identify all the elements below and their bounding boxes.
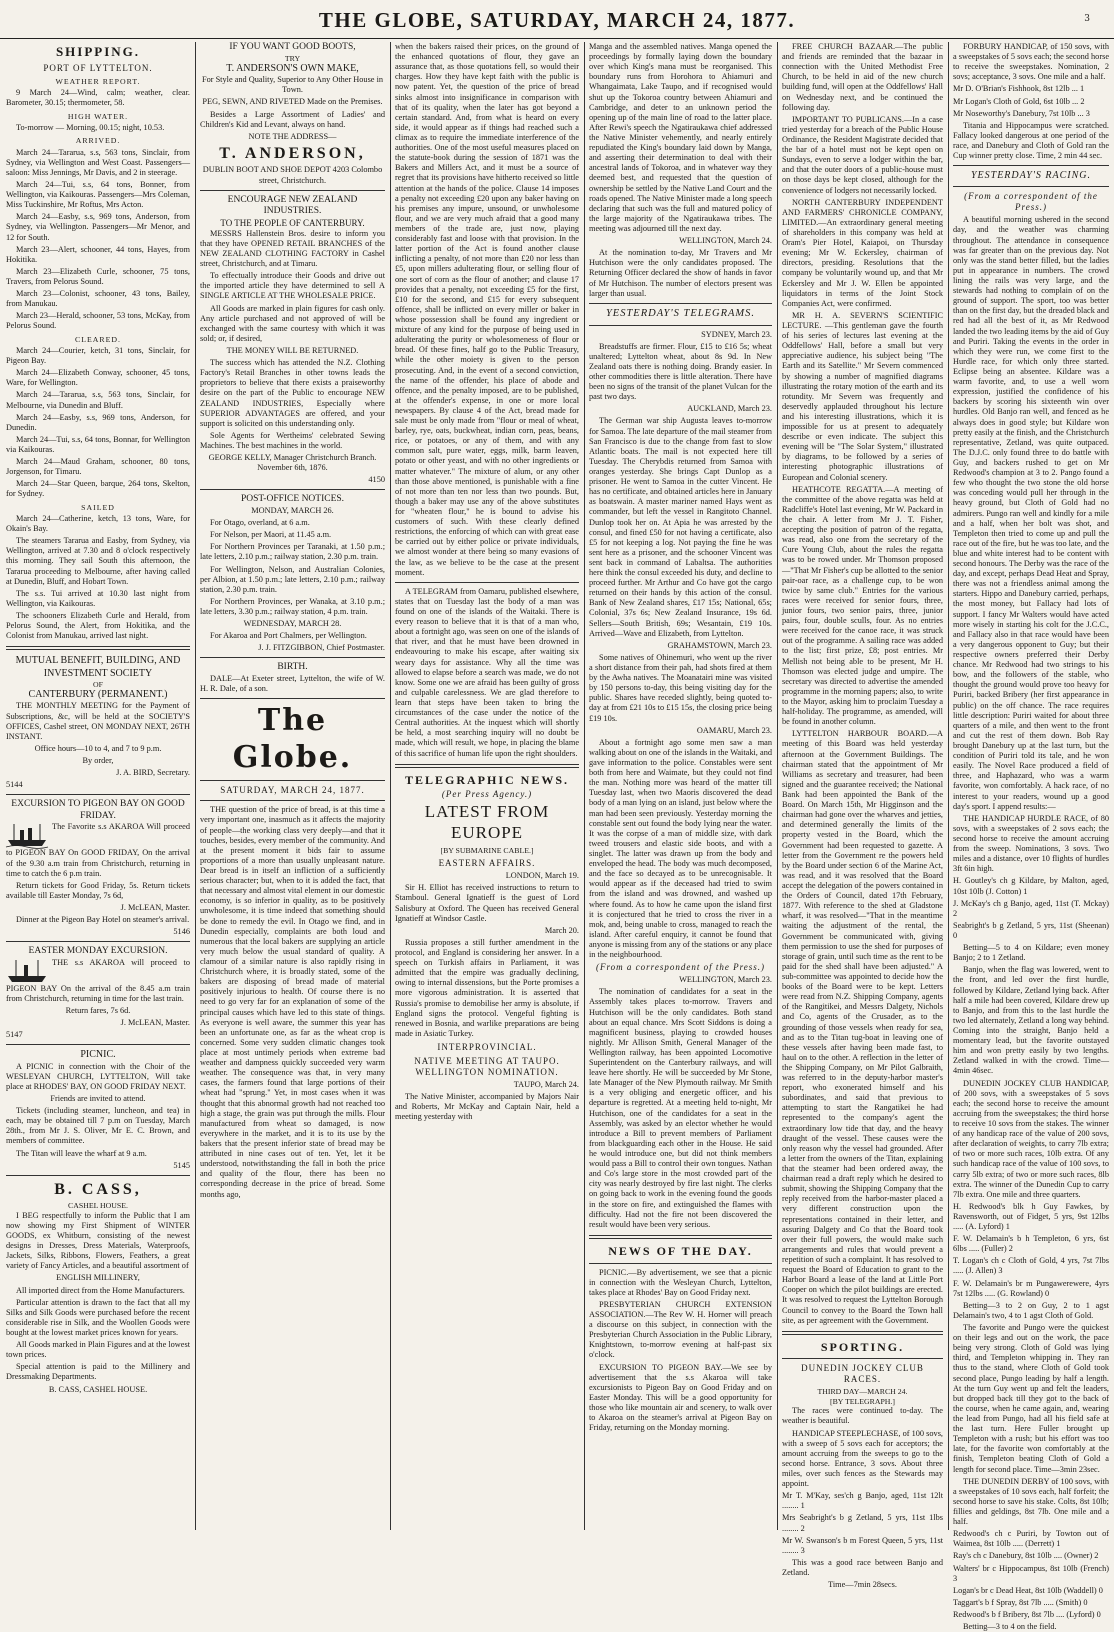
news-of-the-day-heading: NEWS OF THE DAY. [608, 1243, 753, 1258]
arrived-item: March 24—Tui, s.s, 64 tons, Bonner, from Wellington, via Kaikouras. Passengers—Mrs Coleman, Miss Tuckinshire, Mr Roftus, Mrs Acton. [6, 179, 190, 210]
steamer-icon [6, 958, 48, 984]
column-3 [395, 42, 579, 1530]
dateline: GRAHAMSTOWN, March 23. [667, 640, 772, 650]
leader-article: THE question of the price of bread, is at this time a very important one, inasmuch as it affects the majority of people—the working class very deeply—and that it touches, besides, every member of the community. And at the present moment it bids fair to assume proportions of a more than usually unpleasant nature. Dear bread is in itself an infliction of a sufficiently serious character; but, when to it is added the fact, that that necessary and almost vital element in our domestic economy, is so inferior in quality, as to be positively unwholesome, it is time indeed that something should be done to remedy the evil. In Otago we find, and in Dunedin especially, complaints are both loud and numerous that the local bakers are supplying an article very much below the usual standard of quality. A clamour of a similar nature is also rapidly rising in Christchurch where, it is broadly stated, some of the bakers are disposing of bread made of material positively injurious to health. Of course there is no need to go very far for an explanation of some of the principal causes which have led to this state of things. As everyone is well aware, the summer this year has been an unfortunate one, as far as the wheat crop is concerned. Some very sudden climatic changes took place at most untimely periods when extreme bad weather and dampness quickly succeeded very warm weather. The consequence was that, in very many cases, the farmers found that large portions of their wheat had "sprung." Yet, in most cases when it was thought that this abnormal growth had not reached too high a stage, the grain was put through the mills. Flour manufactured from wheat so damaged, is now everywhere in the market, and it is to its use by the bakers that the present inferior state of bread may be attributed in nine cases out of ten. Yet, let it be understood, notwithstanding the fall in both the price and quality of the flour, there has been no corresponding decrease in the price of bread. Some months ago, [200, 805, 385, 1199]
news-item: MR H. A. SEVERN'S SCIENTIFIC LECTURE. —This gentleman gave the fourth of his series of lectures last evening at the Oddfellows' Hall, before a small but very appreciative audience, his subject being "The Earth and its Satellite." Mr Severn commenced by showing a number of magnified diagrams illustrating the rotary motion of the earth and its rotundity. Mr Severn was frequently and deservedly applauded throughout his lecture and his interesting illustrations, which it is impossible for us at present to adequately describe or even indicate. The subject this evening will be "The Solar System," illustrated by diagrams, to be followed by a series of interesting photographic illustrations of European and Colonial scenery. [782, 310, 943, 482]
birth-body: DALE—At Exeter street, Lyttelton, the wife of W. H. R. Dale, of a son. [200, 673, 385, 694]
high-water-text: To-morrow — Morning, 00.15; night, 10.53. [16, 123, 165, 133]
easter-text: THE s.s AKAROA will proceed to PIGEON BAY On the arrival of the 8.45 a.m train from Christchurch, returning in time for the last train. [6, 957, 190, 1004]
result-line: Ray's ch c Danebury, 8st 10lb .... (Owner) 2 [953, 1551, 1099, 1561]
hurdle-description: THE HANDICAP HURDLE RACE, of 80 sovs, with a sweepstakes of 2 sovs each; the second horse to receive the amount accruing from the sweep. Nominations, 3 sovs. Two miles and a distance, over 10 flights of hurdles 3ft 6in high. [953, 813, 1109, 874]
dateline: March 20. [544, 925, 579, 935]
column-5 [782, 42, 943, 1590]
arrived-item: March 24—Easby, s.s, 969 tons, Anderson, from Sydney, via Wellington. Passengers—Mr Menor, and 12 for South. [6, 212, 190, 242]
racing-correspondent: (From a correspondent of the Press.) [964, 191, 1098, 213]
excursion-text: The Favorite s.s AKAROA Will proceed to PIGEON BAY On GOOD FRIDAY, On the arrival of the 9.30 a.m train from Christchurch, returning in time to catch the 6 p.m train. [6, 822, 190, 878]
cleared-heading: CLEARED. [75, 334, 121, 344]
result-line: Seabright's b g Zetland, 5 yrs, 11st (Sheenan) 0 [953, 920, 1109, 940]
sailed-heading: SAILED [81, 502, 115, 512]
steeple-note: This was a good race between Banjo and Zetland. [782, 1557, 943, 1577]
divider [6, 1175, 190, 1176]
latest-from-europe: LATEST FROM EUROPE [424, 802, 550, 842]
forbury-description: FORBURY HANDICAP, of 150 sovs, with a sweepstakes of 5 sovs each; the second horse to receive the sweepstakes. Nomination, 2 sovs; acceptance, 3 sovs. One mile and a half. [953, 42, 1109, 82]
post-item: For Akaroa and Port Chalmers, per Wellington. [210, 631, 367, 641]
excursion-signature: J. McLEAN, Master. [120, 903, 190, 912]
sailed-item: The schooners Elizabeth Curle and Herald, from Pelorus Sound, the Alert, from Hokitika, and the Colonist from Manukau, arrived last night. [6, 611, 190, 641]
divider [6, 941, 190, 942]
divider [953, 186, 1109, 187]
post-item: MONDAY, MARCH 26. [251, 505, 334, 515]
submarine-cable: [BY SUBMARINE CABLE.] [440, 845, 534, 855]
picnic-heading: PICNIC. [80, 1049, 116, 1061]
divider [589, 325, 772, 326]
mutual-heading: MUTUAL BENEFIT, BUILDING, AND INVESTMENT SOCIETY [15, 655, 181, 679]
divider [782, 1358, 943, 1359]
third-day: THIRD DAY—MARCH 24. [817, 1387, 908, 1397]
excursion-tickets: Return tickets for Good Friday, 5s. Return tickets available till Easter Monday, 7s 6d, [6, 880, 190, 900]
easter-heading: EASTER MONDAY EXCURSION. [28, 946, 168, 957]
divider [6, 1044, 190, 1045]
cass-signature: B. CASS, CASHEL HOUSE. [48, 1384, 148, 1394]
result-line: Mr Noseworthy's Danebury, 7st 10lb ... 3 [953, 108, 1090, 118]
result-line: H. Redwood's blk h Guy Fawkes, by Ravensworth, out of Fidget, 5 yrs, 9st 12lbs ..... (A. Lyford) 1 [953, 1201, 1109, 1232]
date-line: SATURDAY, MARCH 24, 1877. [220, 785, 365, 796]
divider [200, 780, 385, 781]
arrived-item: March 23—Colonist, schooner, 43 tons, Bailey, from Manukau. [6, 289, 190, 309]
post-item: For Wellington, Nelson, and Australian Colonies, per Albion, at 1.50 p.m.; late letters, 2.10 p.m.; railway station, 2.30 p.m. train. [200, 564, 385, 594]
steamer-icon [6, 822, 48, 848]
mutual-place: CANTERBURY (PERMANENT.) [28, 689, 168, 701]
post-item: For Otago, overland, at 6 a.m. [210, 518, 310, 528]
cass-heading: B. CASS, [54, 1180, 142, 1198]
picnic-body: A PICNIC in connection with the Choir of the WESLEYAN CHURCH, LYTTELTON, Will take place at RHODES' BAY, ON GOOD FRIDAY NEXT. [6, 1061, 190, 1091]
picnic-invite: Friends are invited to attend. [50, 1093, 146, 1103]
column-6 [953, 42, 1109, 1632]
encourage-body: MESSRS Hallenstein Bros. desire to inform you that they have OPENED RETAIL BRANCHES of the NEW ZEALAND CLOTHING FACTORY in Cashel street, Christchurch, and at Timaru. [200, 228, 385, 269]
encourage-signature: GEORGE KELLY, Manager Christchurch Branch. November 6th, 1876. [208, 453, 377, 473]
arrived-item: March 24—Tararua, s.s, 563 tons, Sinclair, from Sydney, via Wellington and West Coast. Passengers—saloon: Miss Jennings, Mr Davis, and 2 in steerage. [6, 147, 190, 177]
weather-text: 9 March 24—Wind, calm; weather, clear. Barometer, 30.15; thermometer, 58. [6, 88, 190, 108]
derby-betting: Betting—3 to 4 on the field. [963, 1622, 1057, 1632]
wellington-body: At the nomination to-day, Mr Travers and Mr Hutchison were the only candidates proposed. The Returning Officer declared the show of hands in favor of Mr Hutchison. The number of electors present was larger than usual. [589, 248, 772, 298]
news-item: IMPORTANT TO PUBLICANS.—In a case tried yesterday for a breach of the Public House Ordinance, the Resident Magistrate decided that the bar of a hotel must not be kept open on Sundays, even to serve a lodger within the bar, and that the outer doors of a public-house must on those days be kept closed, although for the convenience of lodgers not necessarily locked. [782, 114, 943, 195]
native-body-continued: Manga and the assembled natives. Manga opened the proceedings by formally laying down the boundary over which King's mana must be reorganised. This boundary runs from Horohora to Ahiamuri and Whangaimata, Lake Taupo, and if recognised would shut up the Tokoroa country between Ahiamuri and Cambridge, and deter to an unknown period the opening up of the main line of road to the latter place. After Rewi's speech the Ngatiraukawa chief addressed the Native Minister vehemently, and nearly entirely repudiated the King's boundary laid down by Manga, and asserting their determination to deal with their ancestral lands of Tokoroa, and in whatever way they deemed best, and requested that the question of ownership be settled by the Native Land Court and the roads opened. The Native Minister made a long speech declaring that such was the full and matured policy of the large majority of the Ngatiraukawa tribes. The meeting was adjourned till the next day. [589, 42, 772, 233]
arrived-item: March 23—Elizabeth Curle, schooner, 75 tons, Travers, from Pelorus Sound. [6, 266, 190, 286]
excursion-dinner: Dinner at the Pigeon Bay Hotel on steamer's arrival. [16, 915, 190, 925]
dateline: LONDON, March 19. [505, 871, 579, 881]
cup-description: DUNEDIN JOCKEY CLUB HANDICAP, of 200 sovs, with a sweepstakes of 5 sovs each; the second horse to receive the amount accruing from the sweepstakes; the third horse to receive 10 sovs from the stakes. The winner of any handicap race of the value of 200 sovs, after declaration of weights, to carry 7lb extra; of two or more such races, 10lb extra. Of any such handicap race of the value of 100 sovs, to carry 5lb extra; of two or more such races, 8lb extra. The winner of the Dunedin Cup to carry 7lb extra. One mile and three quarters. [953, 1078, 1109, 1199]
divider [200, 698, 385, 699]
news-item: LYTTELTON HARBOUR BOARD.—A meeting of this Board was held yesterday afternoon at the Government Buildings. The chairman stated that the appointment of Mr Williams as secretary and treasurer, had been signed and the guarantee received; the National Bank had been appointed the Bank of the Board. On March 15th, Mr Higginson and the chairman had gone over the wharves and jetties, and determined generally the limits of the property vested in the Board, which the Government had been requested to gazette. A letter from the Government re the powers held by the Board under section 6 of the Marine Act, was read, and it was resolved that the Board accept the delegation of the powers contained in the Orders of Council, dated 17th February, 1877. With reference to the shed at Gladstone wharf, it was resolved—"That in the meantime waiting the adjustment of the rental, the Government be communicated with, giving them permission to use the shed for purposes of storage of grain, until such time as the rent to be paid for the shed shall have been adjusted." A sub-committee was appointed to decide how the books of the Board were to be kept. Letters were read from N.Z. Shipping Company, agents of the Rangitikei, and Messrs Dalgety, Nichols and Co, agents of the Crusader, as to the grounding of those vessels when ready for sea, and as to the Titan tug-boat in leaving one of these vessels after having been made fast, to haul on to the other. A reflection in the letter of the Shipping Company, on Mr Pilot Galbraith, was referred to in the deputy-harbor master's report, who exonerated himself and his subordinates, and said that previous to attempting to start the Rangatikei he had represented to the company's agent the extraordinary low tide that day, and the heavy draught of the vessel. These causes were the only reason why the vessel had grounded. After a letter from the owners of the Titan, explaining that the steamer had been ordered away, the chairman read a draft reply which he desired to submit, showing the Shipping Company that the reply received from the harbor-master placed a very different construction upon the representations contained in their letter, and assuring Dalgety and Co that the Board took over their full powers, the would make such arrangements and rules that would prevent a repetition of such a complaint. It has resolved to request the Board of Education to grant to the Harbor Board a lease of the land at Little Port Cooper on which the pilot buildings are erected. It was resolved to request the Lyttelton Borough Council to convey to the Board the Town hall site, as per agreement with the Government. [782, 729, 943, 1325]
boots-pegged: PEG, SEWN, AND RIVETED Made on the Premises. [202, 97, 383, 107]
boots-body: Besides a Large Assortment of Ladies' and Children's Kid and Levant, always on hand. [200, 109, 385, 129]
encourage-heading: ENCOURAGE NEW ZEALAND INDUSTRIES. [227, 194, 358, 217]
result-line: Mr Logan's Cloth of Gold, 6st 10lb ... 2 [953, 96, 1085, 106]
result-line: F. W. Delamain's br m Pungawerewere, 4yrs 7st 12lbs ..... (G. Rowland) 0 [953, 1278, 1109, 1298]
ad-number: 4150 [368, 475, 385, 485]
sailed-item: The s.s. Tui arrived at 10.30 last night from Wellington, via Kaikouras. [6, 588, 190, 608]
masthead [0, 0, 1114, 39]
telegraphic-heading: TELEGRAPHIC NEWS. [404, 772, 570, 787]
result-line: Logan's br c Dead Heat, 8st 10lb (Waddell) 0 [953, 1585, 1103, 1595]
ad-number: 5145 [173, 1160, 190, 1170]
result-line: F. W. Delamain's b h Templeton, 6 yrs, 6st 6lbs ..... (Fuller) 2 [953, 1234, 1109, 1254]
cleared-item: March 24—Maud Graham, schooner, 80 tons, Jorgenson, for Timaru. [6, 457, 190, 477]
steeple-time: Time—7min 28secs. [828, 1580, 897, 1590]
post-item: For Northern Provinces, per Wanaka, at 3.10 p.m.; late letters, 3.30 p.m.; railway station, 4 p.m. train. [200, 596, 385, 616]
hurdle-body: Banjo, when the flag was lowered, went to the front, and led over the first hurdle, followed by Kildare, Zetland lying back. After half a mile had been covered, Kildare drew up to Banjo, and from this to the last hurdle the two led alternately, Zetland a long way behind. Coming into the straight, Banjo held a momentary lead, but the favorite outstayed him and won pretty easily by two lengths. Zetland walked in with the crowd. Time—4min 46sec. [953, 965, 1109, 1076]
result-line: Mrs Seabright's b g Zetland, 5 yrs, 11st 1lbs ........ 2 [782, 1513, 943, 1533]
encourage-body: All Goods are marked in plain figures for cash only. Any article purchased and not approved of will be exchanged with the same courtesy with which it was sold; or, if desired, [200, 303, 385, 343]
sydney-body: Breadstuffs are firmer. Flour, £15 to £16 5s; wheat unaltered; Lyttelton wheat, about 8s 9d. In New Zealand oats there is nothing doing. Brandy easier. In other commodities there is little alteration. There have been no signs of the transit of the planet Vulcan for the past two days. [589, 341, 772, 402]
easter-signature: J. McLEAN, Master. [120, 1018, 190, 1028]
derby-description: THE DUNEDIN DERBY of 100 sovs, with a sweepstakes of 10 sovs each, half forfeit; the second horse to save his stake. Colts, 8st 10lb; fillies and geldings, 8st 7lb. One mile and a half. [953, 1476, 1109, 1527]
encourage-body: To effectually introduce their Goods and drive out the imported article they have determined to sell A SINGLE ARTICLE AT THE WHOLESALE PRICE. [200, 271, 385, 301]
result-line: H. Goutley's ch g Kildare, by Malton, aged, 10st 10lb (J. Cotton) 1 [953, 876, 1109, 896]
cass-body: Special attention is paid to the Millinery and Dressmaking Departments. [6, 1362, 190, 1382]
result-line: T. Logan's ch c Cloth of Gold, 4 yrs, 7st 7lbs ..... (J. Allen) 3 [953, 1256, 1109, 1276]
divider [200, 190, 385, 191]
ad-number: 5144 [6, 780, 23, 790]
result-line: J. McKay's ch g Banjo, aged, 11st (T. Mckay) 2 [953, 898, 1109, 918]
news-item: PRESBYTERIAN CHURCH EXTENSION ASSOCIATION.—The Rev W. H. Horner will preach a discourse on this subject, in connection with the Presbyterian Church Association in the Public Library, Knightstown, to-morrow evening at half-past six o'clock. [589, 1299, 772, 1360]
boots-body: For Style and Quality, Superior to Any Other House in Town. [201, 75, 384, 95]
by-telegraph: [BY TELEGRAPH.] [830, 1396, 895, 1406]
cass-subheading: CASHEL HOUSE. [68, 1201, 128, 1211]
arrived-item: March 23—Alert, schooner, 44 tons, Hayes, from Hokitika. [6, 244, 190, 264]
ad-number: 5146 [173, 927, 190, 937]
cass-body: Particular attention is drawn to the fact that all my Silks and Silk Goods were purchased before the recent considerable rise in Silk, and the Woollen Goods were bought at the lowest market prices known for years. [6, 1297, 190, 1337]
boots-heading: IF YOU WANT GOOD BOOTS, [229, 42, 356, 52]
sailed-item: March 24—Catherine, ketch, 13 tons, Ware, for Okain's Bay. [6, 514, 190, 534]
auckland-body: The German war ship Augusta leaves to-morrow for Samoa. The late departure of the mail steamer from San Francisco is due to the change from fast to slow Atlantic boats. The mail is not expected here till Tuesday. The Cherybdis returned from Samoa with oranges yesterday. She brings Capt Dunlop as a prisoner. He went to Samoa in the cutter Vincent. He has no certificate, and obtained articles here in January as boatswain. A master mariner named Hays went as commander, but left the vessel in Rangitoto Channel. Dunlop took her on. At Apia he was arrested by the consul, and fined £50 for not having a certificate, also £5 for not keeping a log. Not paying the fine he was sent here as a prisoner, and the schooner Vincent was sent back in command of Labaltsa. The authorities here think the consul exceeded his duty, and decline to proceed further. Mr Arthur and Co have got the cargo returned on their hands by this action of the consul. Bank of New Zealand shares, £17 15s; National, 65s; Colonial, 37s 6s; New Zealand Insurance, 19s 6d. Sellers—South British, 69s; Wesantain, £19 10s. Arrived—Wave and Elizabeth, from Lyttelton. [589, 416, 772, 638]
cleared-item: March 24—Elizabeth Conway, schooner, 45 tons, Ware, for Wellington. [6, 368, 190, 388]
ad-number: 5147 [6, 1030, 23, 1040]
eastern-heading: EASTERN AFFAIRS. [438, 858, 536, 869]
result-line: Mr W. Swanson's b m Forest Queen, 5 yrs, 11st ........ 3 [782, 1535, 943, 1555]
column-rule [948, 42, 949, 1530]
interprovincial-heading: INTERPROVINCIAL. [437, 1041, 537, 1052]
column-rule [584, 42, 585, 1530]
boots-address: DUBLIN BOOT AND SHOE DEPOT 4203 Colombo street, Christchurch. [202, 165, 383, 185]
divider [589, 1235, 772, 1239]
encourage-to: TO THE PEOPLE OF CANTERBURY. [220, 217, 365, 228]
column-rule [195, 42, 196, 1530]
yesterday-telegrams-heading: YESTERDAY'S TELEGRAMS. [605, 307, 756, 319]
divider [953, 165, 1109, 166]
dateline: AUCKLAND, March 23. [687, 404, 772, 414]
dateline: TAUPO, March 24. [513, 1079, 579, 1089]
native-body: The Native Minister, accompanied by Majors Nair and Roberts, Mr McKay and Captain Nair, held a meeting yesterday with [395, 1091, 579, 1122]
boots-try: TRY [284, 53, 301, 63]
divider [589, 1263, 772, 1264]
globe-title: The Globe. [232, 703, 353, 775]
result-line: Redwood's ch c Puriri, by Towton out of Waimea, 8st 10lb ..... (Derrett) 1 [953, 1529, 1109, 1549]
birth-heading: BIRTH. [277, 662, 308, 673]
dateline: SYDNEY, March 23. [701, 329, 772, 339]
divider [200, 657, 385, 658]
dateline: WELLINGTON, March 23. [679, 975, 772, 985]
encourage-money: THE MONEY WILL BE RETURNED. [226, 345, 359, 355]
cup-betting: Betting—3 to 2 on Guy, 2 to 1 agst Delamain's two, 4 to 1 agst Cloth of Gold. [953, 1300, 1109, 1320]
picnic-titan: The Titan will leave the wharf at 9 a.m. [16, 1148, 147, 1158]
grahamstown-body: Some natives of Ohinemuri, who went up the river a short distance from their pah, had shots fired at them by the Awha natives. The Moanatairi mine was visited by 150 persons to-day, this being visiting day for the public. Shares have receded slightly, being quoted to-day at from £21 10s to £15 15s, the closing price being £19 10s. [589, 652, 772, 723]
divider [200, 800, 385, 801]
yesterday-racing-heading: YESTERDAY'S RACING. [970, 170, 1092, 182]
news-item: EXCURSION TO PIGEON BAY.—We see by advertisement that the s.s Akaroa will take excursionists to Pigeon Bay on Good Friday and on Easter Monday. This will be a good opportunity for those who like mountain air and scenery, to walk over to Akaroa on the steamer's arrival at Pigeon Bay on Friday, returning on the Monday morning. [589, 1362, 772, 1433]
result-line: Taggart's b f Spray, 8st 7lb ..... (Smith) 0 [953, 1597, 1088, 1607]
correspondent-body: The nomination of candidates for a seat in the Assembly takes places to-morrow. Travers and Hutchison will be the only candidates. Both stand about an equal chance. Mrs Scott Siddons is doing a magnificent business, playing to crowded houses nightly. Mr Allison Smith, General Manager of the Wellington railway, has been appointed Locomotive Superintendent on the Canterbury railways, and will leave here shortly. He will be succeeded by Mr Stone, late Manager of the New Plymouth railway. Mr Smith is a very obliging and energetic officer, and his departure is regretted. At a meeting held to-night, Mr Hutchison, one of the candidates for a seat in the Assembly, was asked by an elector whether he would introduce a Bill to prevent members of Parliament from blackguarding each other in the House. He said he would introduce one, but did not think members would pass a Bill to control their own tongues. Nathan and Co's large store in the most crowded part of the city was nearly destroyed by fire last night. The clerks on going back to work in the evening found the goods in the store on fire, and extinguished the flames with difficulty. Had not the fire not been discovered the result would have been very serious. [589, 987, 772, 1229]
post-item: For Nelson, per Maori, at 11.45 a.m. [210, 530, 332, 540]
cass-millinery: ENGLISH MILLINERY, [56, 1273, 140, 1283]
cleared-item: March 24—Tui, s.s, 64 tons, Bonnar, for Wellington via Kaikouras. [6, 434, 190, 454]
post-signature: J. J. FITZGIBBON, Chief Postmaster. [258, 643, 385, 653]
news-item: PICNIC.—By advertisement, we see that a picnic in connection with the Wesleyan Church, Lyttelton, takes place at Rhodes' Bay on Good Friday next. [589, 1267, 772, 1297]
cleared-item: March 24—Star Queen, barque, 264 tons, Skelton, for Sydney. [6, 479, 190, 499]
high-water-heading: HIGH WATER. [67, 111, 129, 121]
hurdle-betting: Betting—5 to 4 on Kildare; even money Banjo; 2 to 1 Zetland. [953, 943, 1109, 963]
column-2 [200, 42, 385, 1530]
dunedin-races-heading: DUNEDIN JOCKEY CLUB RACES. [801, 1363, 924, 1385]
result-line: Mr T. M'Kay, ses'ch g Banjo, aged, 11st 12lt ........ 1 [782, 1491, 943, 1511]
eastern-body: Sir H. Elliot has received instructions to return to Stamboul. General Ignatieff is the guest of Lord Salisbury at Oxford. The Queen has received General Ignatieff at Windsor Castle. [395, 883, 579, 923]
column-4 [589, 42, 772, 1530]
dateline: WELLINGTON, March 24. [679, 236, 772, 246]
cleared-item: March 24—Courier, ketch, 31 tons, Sinclair, for Pigeon Bay. [6, 346, 190, 366]
steeplechase-description: HANDICAP STEEPLECHASE, of 100 sovs, with a sweep of 5 sovs each for acceptors; the amount accruing from the sweeps to go to the second horse. Entrance, 3 sovs. About three miles, over such fences as the Stewards may appoint. [782, 1428, 943, 1489]
result-line: Mr D. O'Brian's Fishhook, 8st 12lb ... 1 [953, 84, 1085, 94]
divider [200, 489, 385, 490]
mutual-hours: Office hours—10 to 4, and 7 to 9 p.m. [34, 743, 162, 753]
mutual-signature: J. A. BIRD, Secretary. [116, 768, 190, 778]
leader-article-continued: when the bakers raised their prices, on the ground of the enhanced quotations of flour, they gave an assurance that, as those quotations fell, so would their charges. How they have kept faith with the public is now patent. Yet, the question of the price of bread sinks almost into insignificance in comparison with that of its quality, when the later has got beyond a certain standard. And, from what is heard on every side, it would appear as if things had reached such a climax as to require the immediate interference of the authorities. One of the most useful measures placed on the statute-book during the session of 1871 was the Bakers and Millers Act, and it must be a source of regret that its provisions have hitherto received so little attention at the hands of the police. Clause 14 imposes a penalty not exceeding £20 upon any baker having on his premises any impure, unsound, or unwholesome flour, and we are very much afraid that a good many members of the trade are, just now, playing considerably fast and loose with that provision. In the latter portion of the Act is found another clause inflicting a penalty, of not more than £20 nor less than £5, upon millers adulterating flour, or selling flour of one sort of corn as the flour of another; and clause 17 provides that a penalty, not exceeding £5 for the first, £10 for the second, and £15 for every subsequent offence, shall be inflicted on every miller or baker in whose possession shall be found any ingredient or mixture of any kind for the purpose of being used in adulterating the purity or wholesomeness of flour or bread. Of these fines, half go to the Public Treasury, while the other moiety is given to the person prosecuting. And, in the event of a second conviction, the name of the offender, his place of abode and offence, and the penalty imposed, are to be published, at the offender's expense, in one or more local newspapers. By clause 4 of the Act, bread made for sale must be only made from "flour or meal of wheat, barley, rye, oats, buckwheat, indian corn, peas, beans, rice, or potatoes, or any of them, and with any common salt, pure water, eggs, milk, barm leaven, potato or other yeast, and with no other ingredients or matter whatever." The mixture of alum, or any other than those above mentioned, is punishable with a fine of not more than ten nor less than two pounds. But, though a baker may use any of the above substitutes for "wheaten flour," he is bound to advise his customers of such. With these clearly defined restrictions, the enforcing of which can with great ease be carried out by either police or private individuals, we almost wonder at there being so many evasions of the law, as we believe to be the case at the present moment. [395, 42, 579, 577]
post-heading: POST-OFFICE NOTICES. [240, 494, 345, 505]
divider [589, 303, 772, 304]
news-item: NORTH CANTERBURY INDEPENDENT AND FARMERS' CHRONICLE COMPANY, LIMITED.—An extraordinary general meeting of shareholders in this company was held at Oram's Pier Hotel, Kaiapoi, on Thursday evening; Mr W. Eckersley, chairman of directors, presiding. Resolutions that the company be voluntarily wound up, and that Mr Eckersley and Mr J. W. Ellen be appointed liquidators in terms of the Joint Stock Companies Act, were confirmed. [782, 197, 943, 308]
arrived-heading: ARRIVED. [75, 136, 121, 146]
encourage-body: The success which has attended the N.Z. Clothing Factory's Retail Branches in other towns leads the proprietors to believe that there exists a praiseworthy desire on the part of the Public to encourage NEW ZEALAND INDUSTRIES, Especially where SUPERIOR ADVANTAGES are offered, and your support is solicited on this understanding only. [200, 358, 385, 428]
mutual-order: By order, [82, 755, 114, 765]
boots-note: NOTE THE ADDRESS— [248, 131, 337, 141]
oamaru-body: About a fortnight ago some men saw a man walking about on one of the islands in the Waitaki, and gave information to the police. Constables were sent both from here and Waimate, but they could not find the man. Nothing more was heard of the matter till Tuesday last, when two Maoris discovered the dead body of a man lying on an island, just below where the man had been seen previously. Yesterday morning the constable sent out found the body lying near the water. It was the corpse of a man of middle size, with dark tweed trousers and elastic side boots, and with a singlet. The latter was drawn up from the body and enveloped the head. The body was much decomposed, and the face so decayed as to be unrecognisable. It would appear as if the deceased had tried to swim from the island and was drowned, and washed up where found. As to how he came upon the island first it is conjectured that he tried to cross the river in a mok, and, being unable to cross, managed to reach the island. After careful enquiry, it cannot be found that anyone is missing from any of the stations or any place in the neighbourhood. [589, 737, 772, 960]
cass-body: All Goods marked in Plain Figures and at the lowest town prices. [6, 1340, 190, 1360]
mutual-body: THE MONTHLY MEETING for the Payment of Subscriptions, &c, will be held at the SOCIETY'S OFFICES, Cashel street, ON MONDAY NEXT, 26TH INSTANT. [6, 701, 190, 741]
divider [782, 1331, 943, 1335]
arrived-item: March 23—Herald, schooner, 53 tons, McKay, from Pelorus Sound. [6, 311, 190, 331]
column-rule [390, 42, 391, 1530]
correspondent-line: (From a correspondent of the Press.) [596, 962, 765, 973]
divider [6, 646, 190, 650]
native-heading: NATIVE MEETING AT TAUPO. WELLINGTON NOMINATION. [414, 1055, 560, 1077]
boots-big-name: T. ANDERSON, [219, 144, 366, 162]
shipping-heading: SHIPPING. [55, 44, 141, 59]
forbury-note: Titania and Hippocampus were scratched. Fallacy looked dangerous at one period of the race, and Danebury and Cloth of Gold ran the Cup winner pretty close. Time, 2 min 44 sec. [953, 120, 1109, 161]
races-intro: The races were continued to-day. The weather is beautiful. [782, 1406, 943, 1426]
cleared-item: March 24—Easby, s.s, 969 tons, Anderson, for Dunedin. [6, 412, 190, 432]
racing-body: A beautiful morning ushered in the second day, and the weather was charming throughout. The attendance in consequence was far greater than on the previous day. Not only was the stand better filled, but the ladies put in appearance in numbers. The crowd lining the rails was very large, and the stewards had nothing to complain of on the ground of support. The sport, too was better than on the first day, but the dreaded black and red had all the best of it, as Mr Redwood landed the two leading items by the aid of Guy and Puriri. Taking the events in the order in which they were run, we come first to the Hurdle race, for which only three started. Eclipse being an absentee. Kildare was a warm favorite, and, to use a well worn expression, justified the confidence of his backers by scoring his sixteenth win over hurdles. Old Banjo ran well, and fenced as he always does in good style; but Kildare won pretty easily at the finish, and the Christchurch representative, Zetland, was quite outpaced. The D.J.C. only found three to do battle with Guy, and backers rushed to get on Mr Redwood's champion at 3 to 2. Pango found a few who thought the two stone the old horse was conceding would pull her through in the heavy ground, but Cloth of Gold had no admirers. Pungo ran well and kindly for a mile and a half, when her bolt was shot, and Templeton then tried to come up and pull the race out of the fire, but he was too late, and the blue and white interest had to be content with second honours. The Derby was the race of the day, and except, perhaps Dead Heat and Spray, there was not a friendless animal among the starters. Hippo and Danebury carried, perhaps, the most money, but Fallacy had lots of support. I fancy Mr Walters would have acted more wisely in starting his colt for the J.C.C., and Fallacy also in that race would have been a very dangerous opponent to Guy; but their respective owners preferred their Derby chance. Mr Redwood had two strings to his bow, and the followers of the stable, who thought the ground would prove too heavy for Puriri, backed Bribery (her first appearance in public) on the off chance. The race requires little description: Puriri waited for about three quarters of a mile, and then went to the front and cut the rest of them down. Bob Ray brought Danebury up at the last turn, but the condition of Puriri told its tale, and he won easily. The Novel Race produced a field of three, and Haphazard, who was a warm favorite, won comfortably. A hack race, of no interest to your readers, wound up a good day's sport. I append results:— [953, 215, 1109, 811]
page-number: 3 [1084, 14, 1090, 24]
port-heading: PORT OF LYTTELTON. [43, 62, 153, 73]
divider [395, 764, 579, 768]
excursion-heading: EXCURSION TO PIGEON BAY ON GOOD FRIDAY. [11, 799, 185, 821]
result-line: Redwood's b f Bribery, 8st 7lb .... (Lyford) 0 [953, 1609, 1101, 1619]
weather-heading: WEATHER REPORT. [55, 76, 141, 86]
sporting-heading: SPORTING. [820, 1339, 905, 1354]
column-1 [6, 42, 190, 1530]
picnic-tickets: Tickets (including steamer, luncheon, and tea) in each, may be obtained till 7 p.m on Tuesday, March 28th., from Mr J. S. Oliver, Mr E. C. Brown, and members of committee. [6, 1106, 190, 1146]
press-agency: (Per Press Agency.) [441, 789, 533, 800]
sailed-item: The steamers Tararua and Easby, from Sydney, via Wellington, arrived at 7.30 and 8 o'clock respectively this morning. They sail South this afternoon, the Tararua proceeding to Melbourne, after having called at Dunedin, Bluff, and Hobart Town. [6, 536, 190, 586]
post-item: WEDNESDAY, MARCH 28. [243, 619, 342, 629]
cass-body: I BEG respectfully to inform the Public that I am now showing my First Shipment of WINTER GOODS, ex Whitburn, consisting of the newest designs in Dresses, Dress Materials, Waterproofs, Jackets, Silks, Ribbons, Flowers, Feathers, a great variety of Fancy Articles, and a beautiful assortment of [6, 1210, 190, 1271]
news-item: HEATHCOTE REGATTA.—A meeting of the committee of the above regatta was held at Radcliffe's Hotel last evening, Mr W. Packard in the chair. A letter from Mr J. T. Fisher, accepting the position of patron of the regatta, was read, also one from the secretary of the Cure Young Club, about the rules the regatta was to be rowed under. Mr Thomson proposed—"That Mr Fisher's cup be allotted to the senior pair-oar race, as a challenge cup, to be won twice by same club." Entries for the various races were received for senior fours, three, junior fours, two senior pairs, three, junior pairs, four, double sculls, four. As no entries were received for the canoe race, it was struck out of the programme. A sailing race was added to the list; first prize, £8; post entries. Mr Mellish not being able to be present, Mr H. Thomson was elected judge and umpire. The secretary was directed to advertise the amended programme in the morning papers; also, to write to the Mayor, asking him to proclaim Tuesday a half-holiday. The programme, as amended, will be found in another column. [782, 484, 943, 727]
easter-body [6, 958, 190, 1004]
cup-body: The favorite and Pungo were the quickest on their legs and out on the work, the pace being very strong. Cloth of Gold was lying third, and Templeton whipping in. They ran thus to the stand, where Cloth of Gold took second place, Pungo leading by half a length. At the turn Guy went up and felt the leaders, but dropped back till they got to the back of the course, when he came again, and, wearing the lead from Pungo, had all his field safe at the last turn. Here Fuller brought up Templeton with a rush; but his effort was too late, for the favorite won comfortably at the finish, Templeton beating Cloth of Gold a length for second place. Time—3min 23sec. [953, 1323, 1109, 1474]
oamaru-article: A TELEGRAM from Oamaru, published elsewhere, states that on Tuesday last the body of a man was found on one of the islands of the Waitaki. There is every reason to believe that it is that of a man who, about a fortnight ago, was seen on one of the islands of that river, and that he must have been drowned in endeavouring to make his escape, after waiting six weary days for assistance. Why all the time was allowed to elapse before a search was made, we do not know. Some one we are afraid has been guilty of gross and culpable carelessness. We are glad therefore to learn that steps have been taken to bring the circumstances of the case under the notice of the Central authorities. At the inquest which will shortly be held, a most searching inquiry will no doubt be made, which will result, we hope, in placing the blame of this sacrifice of human life upon the right shoulders. [395, 586, 579, 758]
eastern-body: Russia proposes a still further amendment in the protocol, and England is considering her answer. In a speech on Turkish affairs in Parliament, it was admitted that the empire was gradually declining, owing to internal dissensions, but the Porte promises a more vigorous administration. It is asserted that Russia's promise to demobilise her army is absolute, if England signs the protocol. Vengeful fighting is renewed in Bosnia, and warlike preparations are being made in Asiatic Turkey. [395, 937, 579, 1038]
cleared-item: March 24—Tararua, s.s, 563 tons, Sinclair, for Melbourne, via Dunedin and Bluff. [6, 390, 190, 410]
result-line: Walters' br c Hippocampus, 8st 10lb (French) 3 [953, 1563, 1109, 1583]
post-item: For Northern Provinces per Taranaki, at 1.50 p.m.; late letters, 2.10 p.m.; railway station, 2.30 p.m. train. [200, 542, 385, 562]
column-rule [777, 42, 778, 1530]
divider [6, 794, 190, 795]
excursion-body [6, 822, 190, 878]
dateline: OAMARU, March 23. [696, 725, 772, 735]
encourage-body: Sole Agents for Wertheims' celebrated Sewing Machines. The best machines in the world. [200, 430, 385, 450]
divider [395, 582, 579, 583]
easter-fares: Return fares, 7s 6d. [65, 1006, 131, 1016]
boots-name: T. ANDERSON'S OWN MAKE, [226, 63, 359, 75]
news-item: FREE CHURCH BAZAAR.—The public and friends are reminded that the bazaar in connection with the United Methodist Free Church, to be held in aid of the new church building fund, will open at the Oddfellows' Hall on Wednesday next, and be continued the following day. [782, 42, 943, 112]
mutual-of: OF [93, 679, 103, 689]
cass-body: All imported direct from the Home Manufacturers. [16, 1285, 185, 1295]
masthead-title: THE GLOBE, SATURDAY, MARCH 24, 1877. [318, 8, 796, 32]
